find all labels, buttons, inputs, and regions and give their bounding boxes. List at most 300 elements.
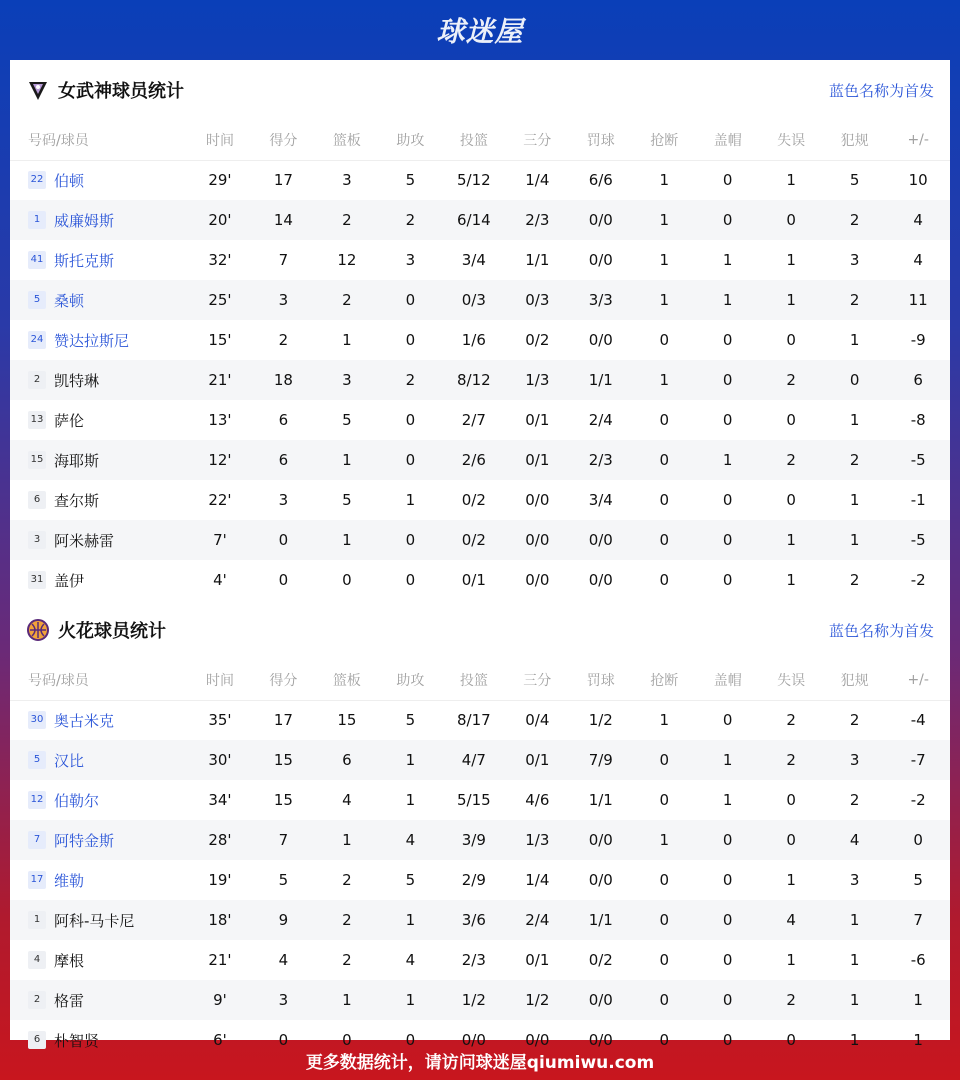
stat-cell: 3 [252, 280, 315, 320]
stat-cell: 0 [722, 951, 733, 969]
table-row [10, 780, 950, 820]
player-name[interactable]: 伯顿 [54, 171, 85, 190]
player-name[interactable]: 桑顿 [54, 291, 85, 310]
table-row [10, 520, 950, 560]
stat-cell: 0/0 [461, 1031, 486, 1049]
stat-cell: 1 [759, 520, 822, 560]
player-name[interactable]: 汉比 [54, 751, 85, 770]
column-header: 时间 [188, 660, 251, 700]
stat-cell: 0 [696, 200, 759, 240]
stat-cell: 6/6 [588, 171, 613, 190]
column-header: 号码/球员 [10, 120, 188, 160]
team-section [10, 60, 950, 600]
stat-cell: 0/4 [525, 711, 550, 730]
stat-cell: 1 [849, 491, 860, 509]
stat-cell: 1 [849, 331, 860, 349]
jersey-number-badge: 6 [28, 491, 46, 509]
jersey-number-badge: 6 [28, 1031, 46, 1049]
player-name: 萨伦 [54, 411, 85, 430]
stat-cell: 4 [886, 200, 950, 240]
stat-cell: 3 [405, 251, 416, 269]
stat-cell: 5 [849, 171, 860, 190]
player-cell [10, 820, 188, 860]
jersey-number-badge: 3 [28, 531, 46, 549]
stat-cell: 0/3 [442, 280, 505, 320]
jersey-number-badge: 22 [28, 171, 46, 189]
player-cell [10, 280, 188, 320]
stat-cell: 17 [273, 171, 293, 190]
player-name: 格雷 [54, 991, 85, 1010]
stat-cell: 2 [759, 740, 822, 780]
stat-cell: 0/1 [506, 440, 569, 480]
stat-cell: 7' [188, 520, 251, 560]
stat-cell: 0 [696, 980, 759, 1020]
player-name: 查尔斯 [54, 491, 100, 510]
jersey-number-badge: 4 [28, 951, 46, 969]
column-header: 失误 [759, 660, 822, 700]
stat-cell: 35' [208, 711, 232, 730]
stat-cell: 2 [379, 200, 442, 240]
stat-cell: 0 [696, 360, 759, 400]
stat-cell: 17 [273, 711, 293, 730]
player-name: 摩根 [54, 951, 85, 970]
stat-cell: 0/0 [525, 571, 550, 589]
stat-cell: -7 [886, 740, 950, 780]
stat-cell: 4 [379, 820, 442, 860]
player-cell [10, 860, 188, 900]
stat-cell: 1 [405, 791, 416, 809]
jersey-number-badge: 7 [28, 831, 46, 849]
footer-banner[interactable]: 更多数据统计，请访问球迷屋qiumiwu.com [305, 1052, 655, 1073]
stat-cell: 1 [696, 740, 759, 780]
stat-cell: 9' [188, 980, 251, 1020]
table-row [10, 860, 950, 900]
column-header: 犯规 [823, 660, 886, 700]
player-cell [10, 360, 188, 400]
stat-cell: 0 [633, 740, 696, 780]
stat-cell: 0 [759, 820, 822, 860]
brand-logo: 球迷屋 [436, 15, 524, 48]
stat-cell: 0 [379, 440, 442, 480]
stat-cell: 4 [823, 820, 886, 860]
stat-cell: 1/3 [506, 360, 569, 400]
stat-cell: 1 [886, 980, 950, 1020]
stat-cell: 6 [886, 360, 950, 400]
stat-cell: 1 [759, 280, 822, 320]
stat-cell: 1 [633, 360, 696, 400]
player-name: 凯特琳 [54, 371, 100, 390]
table-row [10, 560, 950, 600]
stat-cell: 1 [786, 951, 796, 969]
stat-cell: 4' [213, 571, 227, 589]
stat-cell: 21' [208, 951, 232, 969]
stat-cell: 2/3 [569, 440, 632, 480]
stat-cell: 1 [659, 711, 669, 730]
stat-cell: 5 [913, 871, 923, 889]
stat-cell: 4 [913, 251, 923, 269]
section-header [10, 60, 950, 120]
stat-cell: 8/12 [442, 360, 505, 400]
sparks-logo-icon [26, 618, 50, 642]
stat-cell: 1/2 [588, 711, 613, 730]
table-row [10, 980, 950, 1020]
stat-cell: 7 [252, 820, 315, 860]
stat-cell: 0 [696, 900, 759, 940]
stat-cell: 1/3 [506, 820, 569, 860]
stat-cell: 1 [849, 411, 860, 429]
player-name[interactable]: 斯托克斯 [54, 251, 115, 270]
stat-cell: 1 [379, 740, 442, 780]
table-row [10, 280, 950, 320]
stat-cell: 2/6 [442, 440, 505, 480]
stat-cell: 5/12 [456, 171, 491, 190]
jersey-number-badge: 2 [28, 371, 46, 389]
table-row [10, 740, 950, 780]
stat-cell: 0 [786, 1031, 796, 1049]
stat-cell: 0 [759, 200, 822, 240]
stat-cell: 3/6 [442, 900, 505, 940]
stat-cell: 0 [405, 331, 416, 349]
stat-cell: 15' [208, 331, 232, 349]
table-row [10, 940, 950, 980]
stat-cell: 0/0 [569, 200, 632, 240]
stat-cell: 8/17 [456, 711, 491, 730]
stat-cell: 0 [633, 980, 696, 1020]
stat-cell: 0/2 [442, 520, 505, 560]
column-header: 盖帽 [696, 660, 759, 700]
starter-note: 蓝色名称为首发 [828, 621, 934, 640]
stat-cell: 7/9 [569, 740, 632, 780]
player-cell [10, 560, 188, 600]
stat-cell: 0/0 [569, 980, 632, 1020]
table-row [10, 160, 950, 200]
stat-cell: 0 [278, 1031, 289, 1049]
player-cell [10, 940, 188, 980]
table-header-row [10, 120, 950, 160]
stat-cell: -9 [910, 331, 926, 349]
player-cell [10, 240, 188, 280]
column-header: 助攻 [379, 660, 442, 700]
stat-cell: 1/2 [506, 980, 569, 1020]
stat-cell: 1 [786, 571, 796, 589]
stat-cell: 11 [886, 280, 950, 320]
jersey-number-badge: 1 [28, 211, 46, 229]
stat-cell: 2/3 [461, 951, 486, 969]
stat-cell: 15 [252, 740, 315, 780]
stat-cell: 1 [913, 1031, 923, 1049]
stat-cell: 10 [908, 171, 928, 190]
player-cell [10, 440, 188, 480]
column-header: +/- [886, 660, 950, 700]
stat-cell: 1/6 [461, 331, 486, 349]
stat-cell: 1 [823, 980, 886, 1020]
jersey-number-badge: 30 [28, 711, 46, 729]
stat-cell: -2 [910, 571, 926, 589]
player-name[interactable]: 维勒 [54, 871, 85, 890]
stats-card [10, 60, 950, 1050]
table-row [10, 820, 950, 860]
stat-cell: 4 [405, 951, 416, 969]
stat-cell: 3 [315, 360, 378, 400]
column-header: 投篮 [442, 120, 505, 160]
stat-cell: 18 [252, 360, 315, 400]
stat-cell: 2 [823, 200, 886, 240]
stat-cell: 29' [208, 171, 232, 190]
stat-cell: 3 [849, 871, 860, 889]
stat-cell: 0 [823, 360, 886, 400]
stat-cell: 0/0 [569, 520, 632, 560]
player-name[interactable]: 阿特金斯 [54, 831, 115, 850]
player-name[interactable]: 奥古米克 [54, 711, 115, 730]
stat-cell: 2/4 [506, 900, 569, 940]
stat-cell: 0 [659, 331, 669, 349]
stat-cell: 2/3 [506, 200, 569, 240]
stat-cell: 4 [278, 951, 289, 969]
stat-cell: 19' [208, 871, 232, 889]
stat-cell: 0 [722, 571, 733, 589]
stat-cell: 0 [659, 871, 669, 889]
stat-cell: -6 [910, 951, 926, 969]
stat-cell: 1/2 [442, 980, 505, 1020]
stat-cell: 2/9 [461, 871, 486, 889]
stat-cell: 9 [252, 900, 315, 940]
stat-cell: 0 [786, 491, 796, 509]
stat-cell: 5/15 [456, 791, 491, 809]
stat-cell: 0 [722, 711, 733, 730]
jersey-number-badge: 15 [28, 451, 46, 469]
stat-cell: 15 [273, 791, 293, 809]
stat-cell: -2 [910, 791, 926, 809]
stat-cell: 1 [659, 171, 669, 190]
stat-cell: 1/1 [525, 251, 550, 269]
column-header: 罚球 [569, 660, 632, 700]
player-cell [10, 200, 188, 240]
player-name[interactable]: 威廉姆斯 [54, 211, 115, 230]
stat-cell: 1 [315, 820, 378, 860]
stat-cell: 0 [659, 411, 669, 429]
stat-cell: 2 [759, 440, 822, 480]
column-header: 得分 [252, 660, 315, 700]
stat-cell: 2 [315, 200, 378, 240]
stat-cell: 2 [342, 951, 352, 969]
column-header: 三分 [506, 120, 569, 160]
stat-cell: 0 [722, 871, 733, 889]
jersey-number-badge: 13 [28, 411, 46, 429]
column-header: 投篮 [442, 660, 505, 700]
column-header: 盖帽 [696, 120, 759, 160]
stat-cell: 0 [633, 440, 696, 480]
stat-cell: 2 [849, 571, 860, 589]
stat-cell: 20' [188, 200, 251, 240]
stat-cell: 0/0 [525, 491, 550, 509]
stat-cell: 1 [696, 440, 759, 480]
stat-cell: 1 [315, 440, 378, 480]
stat-cell: 2 [379, 360, 442, 400]
stat-cell: 2 [759, 360, 822, 400]
stat-cell: 3 [252, 980, 315, 1020]
stat-cell: 4/7 [442, 740, 505, 780]
column-header: 助攻 [379, 120, 442, 160]
stat-cell: 0 [252, 520, 315, 560]
stat-cell: 1 [722, 251, 733, 269]
table-row [10, 320, 950, 360]
table-row [10, 440, 950, 480]
stat-cell: 0 [405, 571, 416, 589]
table-row [10, 400, 950, 440]
stat-cell: 7 [886, 900, 950, 940]
stat-cell: 32' [208, 251, 232, 269]
stat-cell: -5 [886, 440, 950, 480]
player-stats-table [10, 660, 950, 1060]
stat-cell: 0/2 [588, 951, 613, 969]
stat-cell: 3 [849, 251, 860, 269]
stat-cell: 3 [342, 171, 352, 190]
player-cell [10, 520, 188, 560]
stat-cell: 0 [405, 411, 416, 429]
stat-cell: 0 [786, 791, 796, 809]
stat-cell: 6/14 [442, 200, 505, 240]
stat-cell: 0 [886, 820, 950, 860]
column-header: 得分 [252, 120, 315, 160]
stat-cell: 0 [342, 571, 352, 589]
stat-cell: 21' [188, 360, 251, 400]
stat-cell: 6' [213, 1031, 227, 1049]
stat-cell: 1/1 [569, 360, 632, 400]
table-header-row [10, 660, 950, 700]
stat-cell: 1 [379, 900, 442, 940]
stat-cell: 2/4 [588, 411, 613, 429]
stat-cell: 0/1 [525, 951, 550, 969]
player-cell [10, 900, 188, 940]
player-name: 朴智贤 [54, 1031, 100, 1050]
stat-cell: 0 [696, 820, 759, 860]
stat-cell: 0 [722, 411, 733, 429]
column-header: +/- [886, 120, 950, 160]
valkyries-logo-icon [26, 78, 50, 102]
column-header: 犯规 [823, 120, 886, 160]
stat-cell: 7 [278, 251, 289, 269]
stat-cell: 5 [405, 711, 416, 730]
player-cell [10, 700, 188, 740]
stat-cell: 2 [849, 711, 860, 730]
stat-cell: 1/4 [525, 871, 550, 889]
player-cell [10, 780, 188, 820]
stat-cell: 0/3 [506, 280, 569, 320]
stat-cell: 2 [849, 791, 860, 809]
stat-cell: 0/2 [461, 491, 486, 509]
stat-cell: 3 [823, 740, 886, 780]
stat-cell: 1 [696, 280, 759, 320]
stat-cell: 0/0 [588, 871, 613, 889]
stat-cell: 1 [633, 200, 696, 240]
stat-cell: 1 [849, 1031, 860, 1049]
stat-cell: 5 [342, 491, 352, 509]
stat-cell: 34' [208, 791, 232, 809]
column-header: 篮板 [315, 120, 378, 160]
stat-cell: 3/4 [588, 491, 613, 509]
stat-cell: 1/1 [569, 900, 632, 940]
stat-cell: 1 [315, 980, 378, 1020]
stat-cell: 30' [188, 740, 251, 780]
stat-cell: 4 [342, 791, 352, 809]
stat-cell: 15 [337, 711, 357, 730]
section-title-text: 女武神球员统计 [58, 81, 184, 102]
stat-cell: 0 [696, 520, 759, 560]
stat-cell: 1 [786, 251, 796, 269]
stat-cell: 0/1 [525, 411, 550, 429]
player-name[interactable]: 伯勒尔 [54, 791, 100, 810]
stat-cell: 1 [633, 820, 696, 860]
stat-cell: 28' [188, 820, 251, 860]
stat-cell: 0 [722, 171, 733, 190]
stat-cell: 0/0 [569, 820, 632, 860]
stat-cell: 0 [786, 331, 796, 349]
jersey-number-badge: 41 [28, 251, 46, 269]
jersey-number-badge: 1 [28, 911, 46, 929]
stat-cell: -1 [910, 491, 926, 509]
stat-cell: 1 [786, 171, 796, 190]
stat-cell: -4 [910, 711, 926, 730]
stat-cell: 0 [379, 280, 442, 320]
stat-cell: 0/0 [525, 1031, 550, 1049]
stat-cell: 5 [405, 171, 416, 190]
stat-cell: 0/0 [588, 331, 613, 349]
stat-cell: -8 [910, 411, 926, 429]
stat-cell: 2/7 [461, 411, 486, 429]
column-header: 号码/球员 [10, 660, 188, 700]
stat-cell: 4/6 [525, 791, 550, 809]
stat-cell: 6 [315, 740, 378, 780]
player-cell [10, 980, 188, 1020]
stat-cell: 2 [342, 871, 352, 889]
stat-cell: 0 [659, 951, 669, 969]
stat-cell: 1 [786, 871, 796, 889]
player-name[interactable]: 赞达拉斯尼 [54, 331, 130, 350]
stat-cell: 1 [633, 280, 696, 320]
table-row [10, 240, 950, 280]
stat-cell: 0 [659, 1031, 669, 1049]
stat-cell: 0 [278, 571, 289, 589]
section-title [26, 77, 184, 103]
stat-cell: 0 [722, 1031, 733, 1049]
stat-cell: 14 [252, 200, 315, 240]
table-row [10, 700, 950, 740]
starter-note: 蓝色名称为首发 [828, 81, 934, 100]
stat-cell: 5 [405, 871, 416, 889]
player-cell [10, 480, 188, 520]
stat-cell: 2 [823, 280, 886, 320]
stat-cell: 0 [633, 520, 696, 560]
stat-cell: 0/0 [588, 251, 613, 269]
jersey-number-badge: 12 [28, 791, 46, 809]
stat-cell: 2 [786, 711, 796, 730]
stat-cell: -5 [886, 520, 950, 560]
stat-cell: 0 [722, 331, 733, 349]
table-row [10, 200, 950, 240]
table-row [10, 360, 950, 400]
player-stats-table [10, 120, 950, 600]
stat-cell: 1 [849, 951, 860, 969]
stat-cell: 0/1 [506, 740, 569, 780]
stat-cell: 22' [208, 491, 232, 509]
stat-cell: 1 [379, 980, 442, 1020]
stat-cell: 12' [188, 440, 251, 480]
player-name: 阿科-马卡尼 [54, 911, 135, 930]
stat-cell: 3/9 [442, 820, 505, 860]
stat-cell: 2 [315, 900, 378, 940]
stat-cell: 6 [252, 440, 315, 480]
section-title-text: 火花球员统计 [58, 621, 166, 642]
